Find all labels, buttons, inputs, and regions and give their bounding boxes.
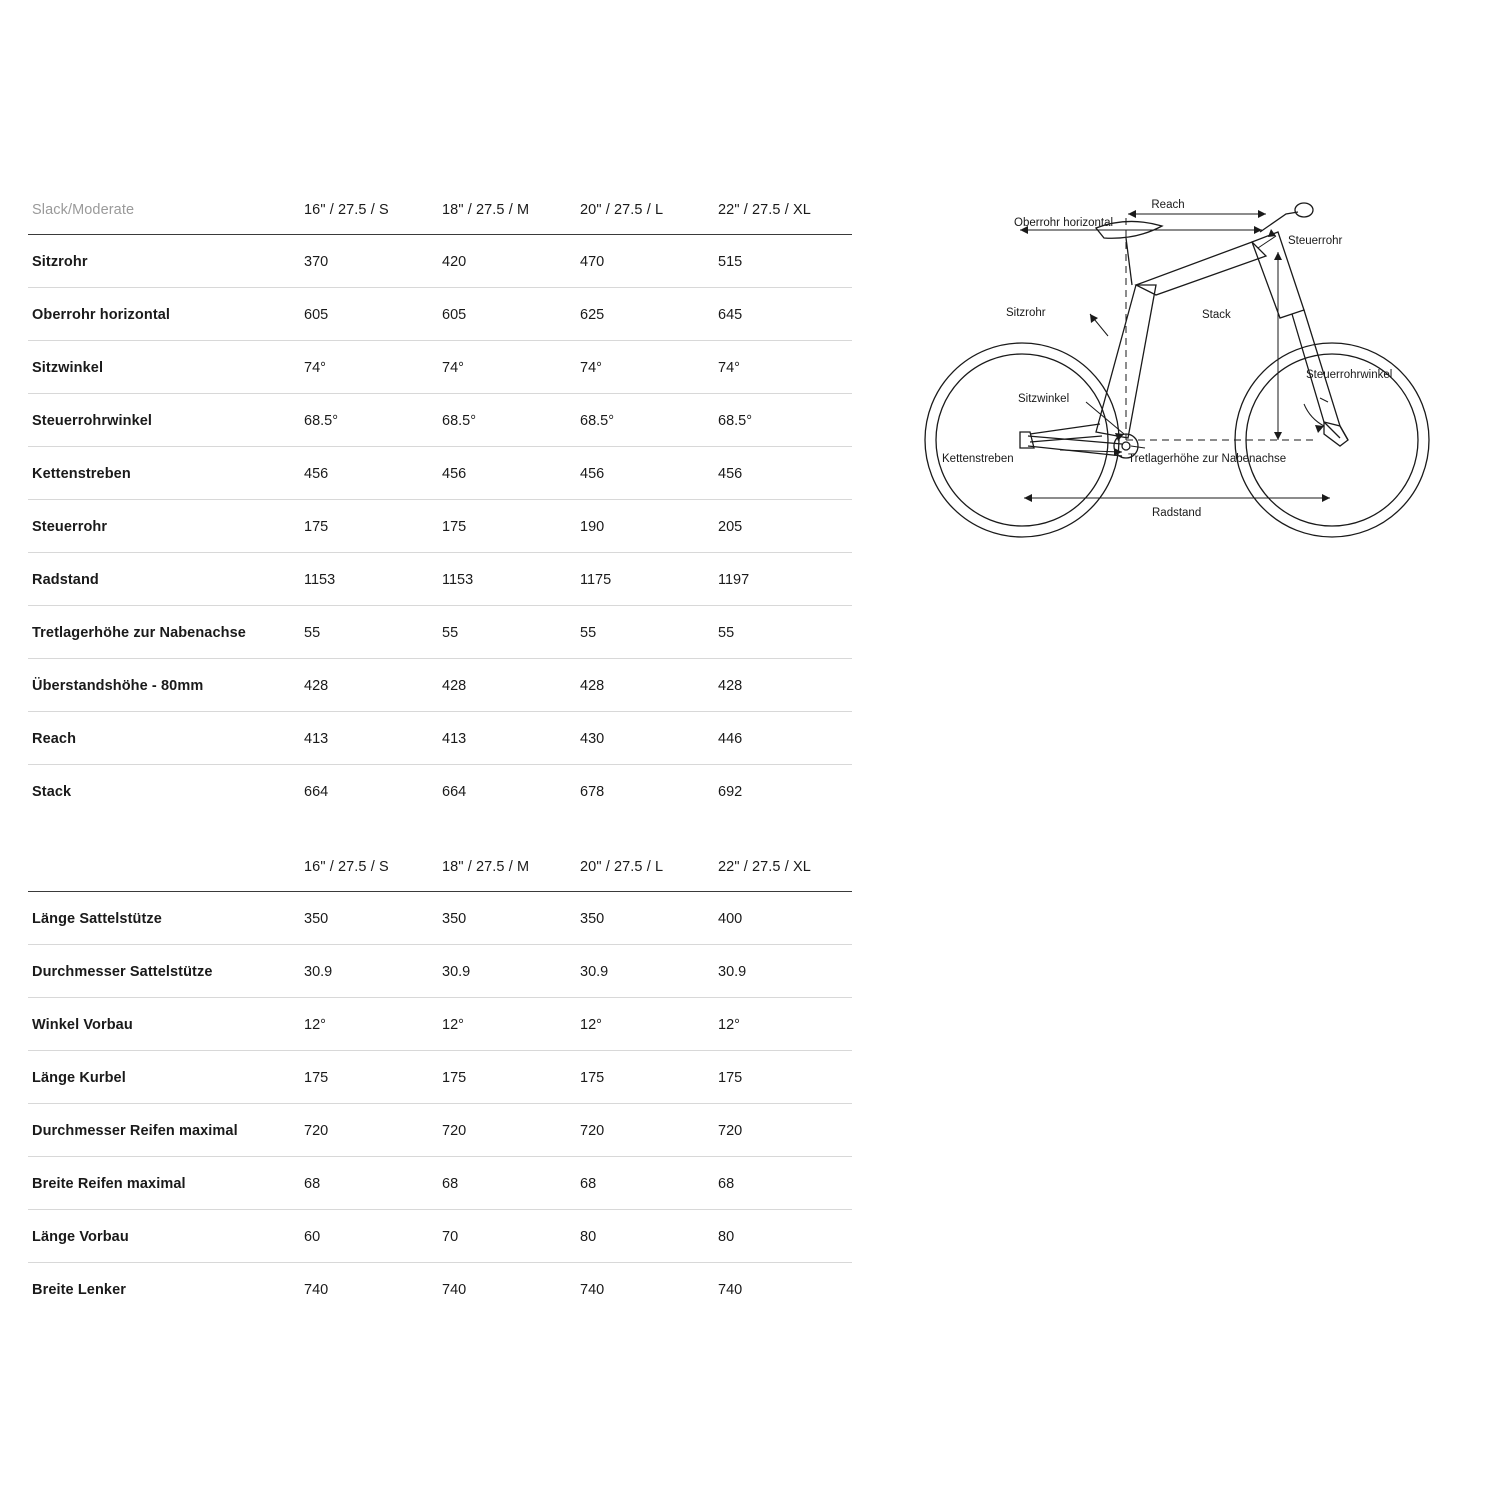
row-label: Länge Kurbel	[28, 1051, 300, 1104]
row-value-l: 30.9	[576, 945, 714, 998]
row-value-l: 68	[576, 1157, 714, 1210]
label-steuerrohr: Steuerrohr	[1288, 235, 1343, 247]
table-row	[28, 1157, 852, 1210]
components-table-body	[28, 892, 852, 1316]
row-value-s: 413	[300, 712, 438, 765]
row-label: Steuerrohr	[28, 500, 300, 553]
label-reach: Reach	[1151, 199, 1185, 211]
row-value-m: 664	[442, 784, 467, 800]
table-row	[28, 1051, 852, 1104]
label-kettenstreben: Kettenstreben	[942, 453, 1014, 465]
seatpost	[1126, 238, 1132, 285]
row-value-m: 12°	[438, 998, 576, 1051]
row-value-l: 470	[576, 235, 714, 288]
header-size-xl: 22" / 27.5 / XL	[714, 853, 852, 892]
row-value-m: 175	[438, 500, 576, 553]
header-size-s: 16" / 27.5 / S	[300, 853, 438, 892]
row-value-s: 68	[300, 1157, 438, 1210]
row-value-l: 1175	[576, 553, 714, 606]
label-stack: Stack	[1202, 309, 1231, 321]
row-value-l: 190	[576, 500, 714, 553]
table-row	[28, 945, 852, 998]
header-size-m: 18" / 27.5 / M	[438, 853, 576, 892]
row-value-l: 350	[576, 892, 714, 945]
table-row	[28, 892, 852, 945]
label-steuerrohrwinkel: Steuerrohrwinkel	[1306, 369, 1393, 381]
row-label: Sitzwinkel	[28, 341, 300, 394]
row-value-s: 720	[300, 1104, 438, 1157]
table-header-row	[28, 853, 852, 892]
row-value-m: 428	[438, 659, 576, 712]
label-tretlagerhoehe: Tretlagerhöhe zur Nabenachse	[1128, 453, 1287, 465]
row-value-s: 175	[300, 500, 438, 553]
row-value-xl: 68	[714, 1157, 852, 1210]
table-row	[28, 765, 852, 818]
row-value-m: 175	[438, 1051, 576, 1104]
sitzwinkel-leader	[1086, 402, 1124, 434]
row-label: Breite Lenker	[32, 1282, 126, 1298]
row-value-l: 74°	[576, 341, 714, 394]
label-sitzrohr: Sitzrohr	[1006, 307, 1046, 319]
row-value-m: 420	[438, 235, 576, 288]
stem	[1260, 212, 1298, 232]
row-label: Länge Sattelstütze	[28, 892, 300, 945]
table-row	[28, 712, 852, 765]
geometry-main-table-body	[28, 235, 852, 818]
components-table-head	[28, 853, 852, 892]
header-label	[28, 853, 300, 892]
row-label: Steuerrohrwinkel	[28, 394, 300, 447]
rear-tire-outer	[925, 343, 1119, 537]
table-row	[28, 1263, 852, 1316]
row-value-s: 740	[304, 1282, 329, 1298]
headtube-leader	[1258, 236, 1276, 248]
row-label: Breite Reifen maximal	[28, 1157, 300, 1210]
table-row	[28, 1104, 852, 1157]
table-row	[28, 1210, 852, 1263]
table-row	[28, 553, 852, 606]
row-value-xl: 740	[718, 1282, 743, 1298]
table-row	[28, 288, 852, 341]
label-radstand: Radstand	[1152, 507, 1202, 519]
row-value-m: 605	[438, 288, 576, 341]
row-value-s: 74°	[300, 341, 438, 394]
row-value-m: 68	[438, 1157, 576, 1210]
tables-area	[28, 196, 852, 1315]
row-label: Durchmesser Reifen maximal	[28, 1104, 300, 1157]
geometry-main-table-head	[28, 196, 852, 235]
row-value-l: 740	[580, 1282, 605, 1298]
row-value-s: 12°	[300, 998, 438, 1051]
label-sitzwinkel: Sitzwinkel	[1018, 393, 1070, 405]
row-value-l: 175	[576, 1051, 714, 1104]
row-value-s: 175	[300, 1051, 438, 1104]
row-value-m: 74°	[438, 341, 576, 394]
row-label: Radstand	[28, 553, 300, 606]
row-value-l: 720	[576, 1104, 714, 1157]
geometry-main-table	[28, 196, 852, 817]
row-value-xl: 205	[714, 500, 852, 553]
table-row	[28, 235, 852, 288]
header-size-l: 20" / 27.5 / L	[576, 196, 714, 235]
row-value-m: 1153	[438, 553, 576, 606]
row-value-xl: 30.9	[714, 945, 852, 998]
table-row	[28, 606, 852, 659]
row-value-xl: 68.5°	[714, 394, 852, 447]
row-value-l: 430	[576, 712, 714, 765]
row-label: Stack	[32, 784, 72, 800]
table-row	[28, 341, 852, 394]
row-value-l: 55	[576, 606, 714, 659]
table-header-row	[28, 196, 852, 235]
components-table	[28, 853, 852, 1315]
seatstay-top	[1030, 424, 1100, 434]
row-value-m: 68.5°	[438, 394, 576, 447]
handlebar-grip	[1295, 203, 1313, 217]
row-value-m: 70	[438, 1210, 576, 1263]
row-value-xl: 645	[714, 288, 852, 341]
row-value-m: 456	[438, 447, 576, 500]
header-label: Slack/Moderate	[28, 196, 300, 235]
row-value-xl: 446	[714, 712, 852, 765]
row-value-s: 664	[304, 784, 329, 800]
row-value-l: 678	[580, 784, 605, 800]
row-value-l: 625	[576, 288, 714, 341]
table-row	[28, 394, 852, 447]
row-label: Tretlagerhöhe zur Nabenachse	[28, 606, 300, 659]
header-size-xl: 22" / 27.5 / XL	[714, 196, 852, 235]
row-value-xl: 12°	[714, 998, 852, 1051]
row-value-l: 428	[576, 659, 714, 712]
label-oberrohr-horizontal: Oberrohr horizontal	[1014, 217, 1114, 229]
row-value-s: 1153	[300, 553, 438, 606]
row-value-l: 456	[576, 447, 714, 500]
row-value-s: 428	[300, 659, 438, 712]
bike-geometry-diagram	[900, 190, 1480, 550]
row-value-s: 456	[300, 447, 438, 500]
table-row	[28, 500, 852, 553]
row-value-xl: 175	[714, 1051, 852, 1104]
row-value-s: 350	[300, 892, 438, 945]
headangle-leader	[1320, 398, 1328, 402]
header-size-l: 20" / 27.5 / L	[576, 853, 714, 892]
row-value-s: 55	[300, 606, 438, 659]
row-value-xl: 515	[714, 235, 852, 288]
row-value-l: 80	[576, 1210, 714, 1263]
row-value-xl: 456	[714, 447, 852, 500]
row-value-s: 605	[300, 288, 438, 341]
row-value-xl: 74°	[714, 341, 852, 394]
table-row	[28, 447, 852, 500]
row-value-s: 30.9	[300, 945, 438, 998]
rear-dropout	[1020, 432, 1034, 448]
header-size-s: 16" / 27.5 / S	[300, 196, 438, 235]
row-value-m: 720	[438, 1104, 576, 1157]
headangle-arc	[1304, 404, 1324, 426]
header-size-m: 18" / 27.5 / M	[438, 196, 576, 235]
row-label: Oberrohr horizontal	[28, 288, 300, 341]
row-value-m: 740	[442, 1282, 467, 1298]
row-value-l: 12°	[576, 998, 714, 1051]
row-value-xl: 692	[718, 784, 743, 800]
row-value-xl: 1197	[714, 553, 852, 606]
row-value-m: 413	[438, 712, 576, 765]
row-label: Kettenstreben	[28, 447, 300, 500]
row-value-xl: 400	[714, 892, 852, 945]
row-label: Winkel Vorbau	[28, 998, 300, 1051]
bottom-bracket-center	[1122, 442, 1130, 450]
row-label: Reach	[28, 712, 300, 765]
row-value-m: 350	[438, 892, 576, 945]
row-value-s: 68.5°	[300, 394, 438, 447]
table-row	[28, 998, 852, 1051]
row-value-m: 30.9	[438, 945, 576, 998]
row-value-xl: 428	[714, 659, 852, 712]
row-value-s: 60	[300, 1210, 438, 1263]
row-label: Sitzrohr	[28, 235, 300, 288]
row-value-l: 68.5°	[576, 394, 714, 447]
row-label: Überstandshöhe - 80mm	[28, 659, 300, 712]
row-value-xl: 720	[714, 1104, 852, 1157]
row-label: Durchmesser Sattelstütze	[28, 945, 300, 998]
row-value-m: 55	[438, 606, 576, 659]
row-value-xl: 80	[714, 1210, 852, 1263]
table-row	[28, 659, 852, 712]
row-label: Länge Vorbau	[28, 1210, 300, 1263]
row-value-xl: 55	[714, 606, 852, 659]
row-value-s: 370	[300, 235, 438, 288]
